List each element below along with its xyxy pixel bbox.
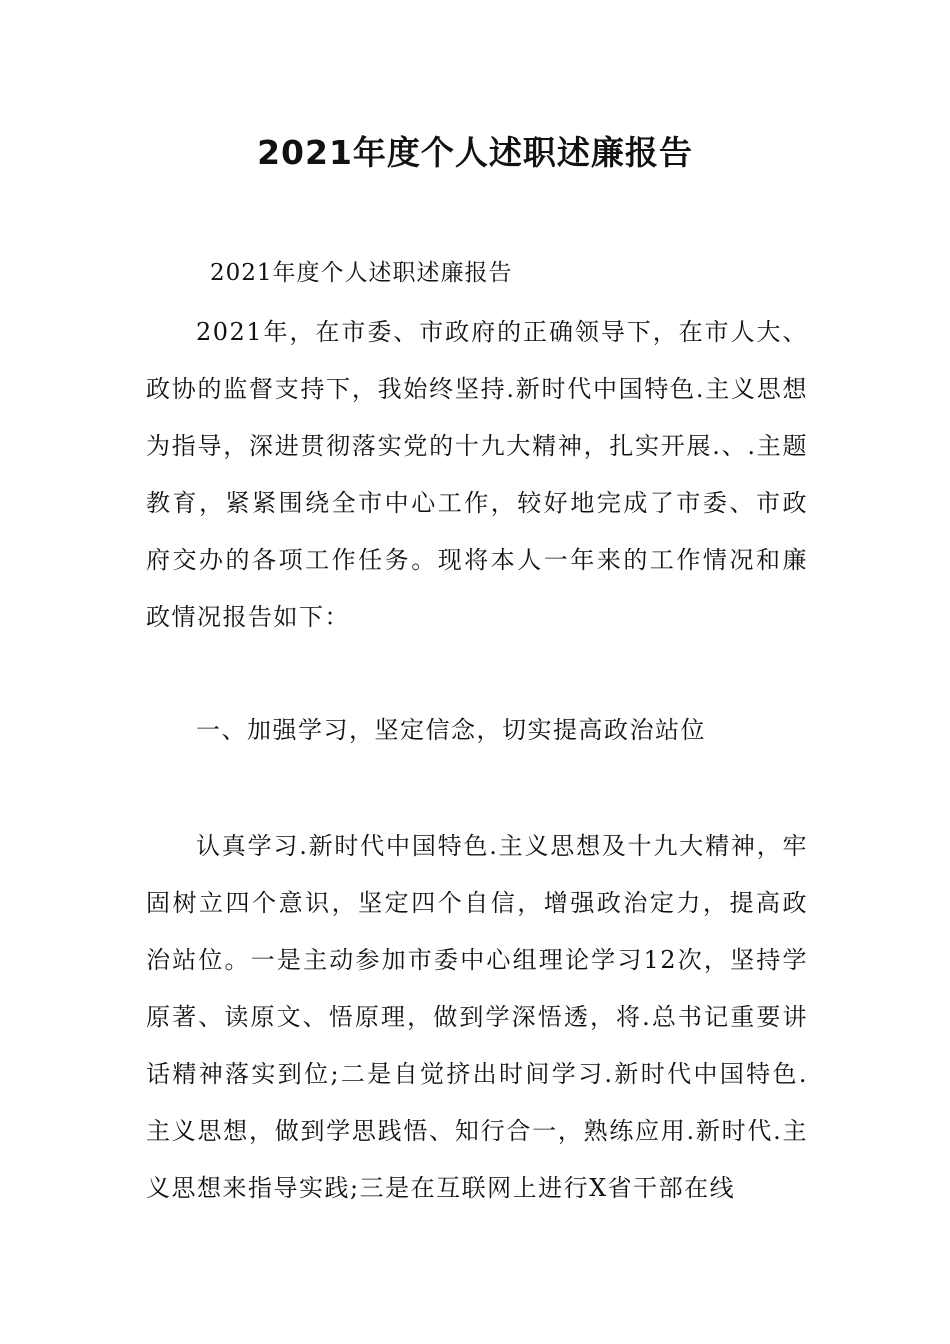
document-subtitle: 2021年度个人述职述廉报告 [210, 260, 513, 286]
body-paragraph-intro: 2021年，在市委、市政府的正确领导下，在市人大、政协的监督支持下，我始终坚持.新时代中国特色.主义思想为指导，深进贯彻落实党的十九大精神，扎实开展.、.主题教育，紧紧围绕全市中心工作，较好地完成了市委、市政府交办的各项工作任务。现将本人一年来的工作情况和廉政情况报告如下： [146, 318, 808, 631]
section-heading-1: 一、加强学习，坚定信念，切实提高政治站位 [196, 716, 706, 744]
body-paragraph-study: 认真学习.新时代中国特色.主义思想及十九大精神，牢固树立四个意识，坚定四个自信，增强政治定力，提高政治站位。一是主动参加市委中心组理论学习12次，坚持学原著、读原文、悟原理，做到学深悟透，将.总书记重要讲话精神落实到位;二是自觉挤出时间学习.新时代中国特色.主义思想，做到学思践悟、知行合一，熟练应用.新时代.主义思想来指导实践;三是在互联网上进行X省干部在线 [146, 832, 808, 1202]
document-title: 2021年度个人述职述廉报告 [257, 133, 693, 172]
